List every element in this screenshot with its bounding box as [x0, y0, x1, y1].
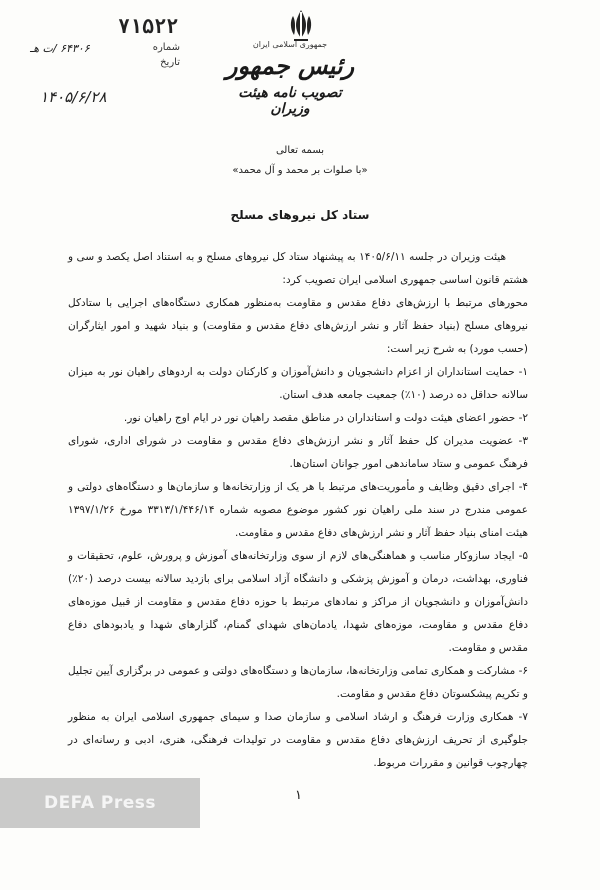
reference-label: شماره [152, 42, 180, 53]
clause-5: ۵- ایجاد سازوکار مناسب و هماهنگی‌های لازم از سوی وزارتخانه‌های آموزش و پرورش، علوم، تحقیقات و فناوری، بهداشت، درمان و آموزش پزشکی و دانشگاه آزاد اسلامی برای بازدید سالانه بیست درصد (۲۰٪) دانش‌آموزان و دانشجویان از مراکز و نمادهای مرتبط با حوزه دفاع مقدس و مقاومت از قبیل موزه‌های دفاع مقدس و مقاومت، موزه‌های شهدا، یادمان‌های شهدای گمنام، گلزارهای شهدا و یادبودهای دفاع مقدس و مقاومت. [68, 550, 528, 654]
clause-3: ۳- عضویت مدیران کل حفظ آثار و نشر ارزش‌های دفاع مقدس و مقاومت در شورای اداری، شورای فرهنگ عمومی و ستاد ساماندهی امور جوانان استان‌ها. [68, 435, 528, 470]
clause-6: ۶- مشارکت و همکاری تمامی وزارتخانه‌ها، سازمان‌ها و دستگاه‌های دولتی و عمومی در برگزاری آیین تجلیل و تکریم پیشکسوتان دفاع مقدس و مقاومت. [68, 665, 528, 700]
watermark-text: DEFA Press [43, 793, 157, 813]
iran-emblem-icon [285, 8, 317, 42]
salawat: «با صلوات بر محمد و آل محمد» [232, 165, 368, 176]
clause-2: ۲- حضور اعضای هیئت دولت و استانداران در مناطق مقصد راهیان نور در ایام اوج راهیان نور. [123, 412, 528, 424]
date-row [30, 57, 180, 72]
letterhead [220, 40, 360, 117]
clause-7: ۷- همکاری وزارت فرهنگ و ارشاد اسلامی و سازمان صدا و سیمای جمهوری اسلامی ایران به منظور جلوگیری از تحریف ارزش‌های دفاع مقدس و مقاومت در تولیدات فرهنگی، هنری، ادبی و رسانه‌ای در چهارچوب قوانین و مقررات مربوط. [68, 711, 528, 769]
handwritten-date: ۱۴۰۵/۶/۲۸ [40, 88, 107, 106]
reference-value: ۶۴۳۰۶ /ت هـ [30, 42, 90, 55]
clause-4: ۴- اجرای دقیق وظایف و مأموریت‌های مرتبط با هر یک از وزارتخانه‌ها و سازمان‌ها و دستگاه‌های دولتی و عمومی مندرج در سند ملی راهیان نور کشور موضوع مصوبه شماره ۳۳۱۳/۱/۴۴۶/۱۴ مورخ ۱۳۹۷/۱/۲۶ هیئت امنای بنیاد حفظ آثار و نشر ارزش‌های دفاع مقدس و مقاومت. [68, 481, 528, 539]
president-heading: رئیس جمهور [225, 51, 355, 80]
cabinet-heading: تصویب نامه هیئت وزیران [238, 85, 342, 117]
basmala: بسمه تعالی [275, 145, 325, 156]
document-title: ستاد کل نیروهای مسلح [230, 208, 370, 222]
page-number: ۱ [295, 788, 302, 803]
reference-row [30, 42, 180, 57]
intro-paragraph: هیئت وزیران در جلسه ۱۴۰۵/۶/۱۱ به پیشنهاد ستاد کل نیروهای مسلح و به استناد اصل یکصد و سی و هشتم قانون اساسی جمهوری اسلامی ایران تصویب کرد: [68, 251, 528, 286]
clause-1: ۱- حمایت استانداران از اعزام دانشجویان و دانش‌آموزان و کارکنان دولت به اردوهای راهیان نور به میزان سالانه حداقل ده درصد (۱۰٪) جمعیت جامعه هدف استان. [68, 366, 528, 401]
date-label: تاریخ [160, 57, 180, 68]
preamble-paragraph: محورهای مرتبط با ارزش‌های دفاع مقدس و مقاومت به‌منظور همکاری دستگاه‌های اجرایی با ستادکل نیروهای مسلح (بنیاد حفظ آثار و نشر ارزش‌های دفاع مقدس و مقاومت) و بنیاد شهید و امور ایثارگران (حسب مورد) به شرح زیر است: [68, 297, 528, 355]
document-body [68, 246, 528, 775]
watermark [0, 778, 200, 828]
reference-block [30, 42, 180, 72]
republic-label: جمهوری اسلامی ایران [252, 40, 328, 49]
document-number: ۷۱۵۲۲ [118, 14, 179, 38]
